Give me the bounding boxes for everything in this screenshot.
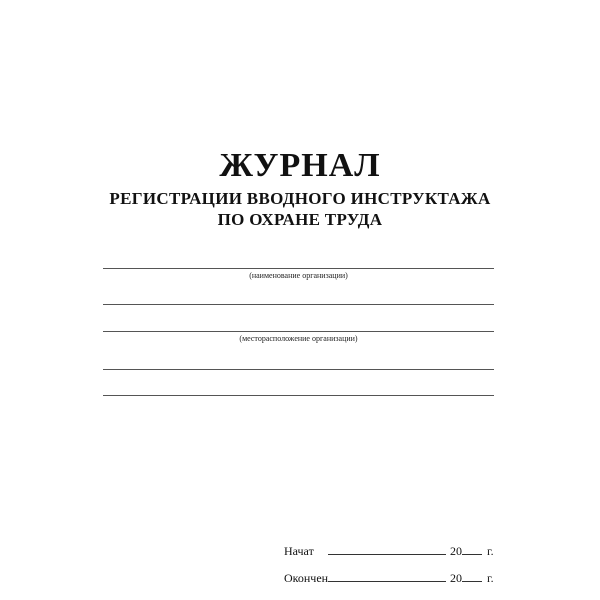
- finished-date-row: [284, 570, 494, 585]
- started-year-suffix: г.: [487, 544, 494, 558]
- journal-title: ЖУРНАЛ: [219, 147, 381, 184]
- started-date-blank: [328, 543, 446, 555]
- finished-label: Окончен: [284, 571, 329, 585]
- organization-name-extra-line: [103, 304, 494, 305]
- finished-year-blank: [462, 570, 482, 582]
- organization-location-extra-line-2: [103, 395, 494, 396]
- organization-location-caption: (месторасположение организации): [239, 334, 358, 343]
- organization-location-extra-line-1: [103, 369, 494, 370]
- finished-date-blank: [328, 570, 446, 582]
- started-year-prefix: 20: [450, 544, 462, 558]
- organization-name-line: [103, 268, 494, 269]
- started-year-blank: [462, 543, 482, 555]
- finished-year-suffix: г.: [487, 571, 494, 585]
- journal-subtitle-line-1: РЕГИСТРАЦИИ ВВОДНОГО ИНСТРУКТАЖА: [109, 189, 491, 208]
- journal-subtitle-line-2: ПО ОХРАНЕ ТРУДА: [217, 210, 383, 229]
- organization-location-line: [103, 331, 494, 332]
- finished-year-prefix: 20: [450, 571, 462, 585]
- organization-name-caption: (наименование организации): [249, 271, 348, 280]
- started-date-row: [284, 543, 494, 558]
- started-label: Начат: [284, 544, 314, 558]
